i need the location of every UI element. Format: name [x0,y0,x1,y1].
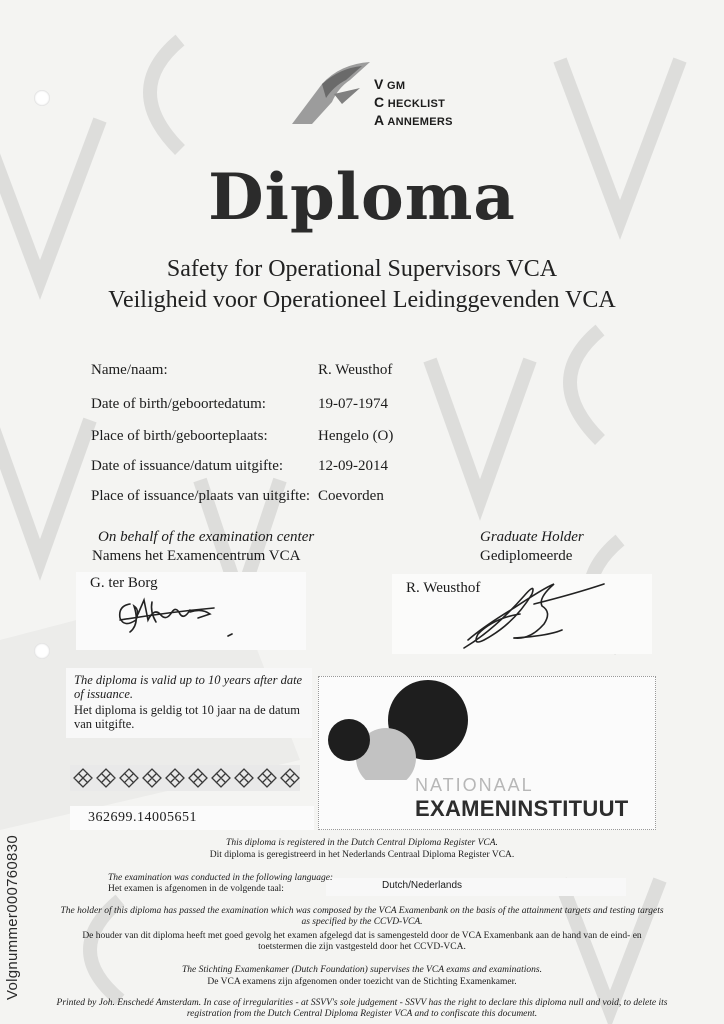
holder-name: R. Weusthof [406,580,481,596]
registered-text-dutch: Dit diploma is geregistreerd in het Nederlands Centraal Diploma Register VCA. [209,850,515,860]
language-label-dutch: Het examen is afgenomen in de volgende taal: [108,884,284,894]
validity-text-english: The diploma is valid up to 10 years after date of issuance. [74,673,303,701]
logo-line-checklist: C HECKLIST [374,94,446,110]
field-label-place-of-birth: Place of birth/geboorteplaats: [91,428,268,444]
exam-language: Dutch/Nederlands [382,880,463,891]
behalf-label-dutch: Namens het Examencentrum VCA [92,548,301,564]
passed-text-dutch: De houder van dit diploma heeft met goed gevolg het examen afgelegd dat is samengesteld door de VCA Examenbank aan de hand van de eind- en toetstermen die zijn vastgesteld door het CCVD-VCA. [82,931,642,952]
holder-signature [454,578,614,654]
punch-hole-top [34,90,50,106]
field-value-name: R. Weusthof [318,362,393,378]
behalf-label-english: On behalf of the examination center [98,529,315,545]
punch-hole-bottom [34,643,50,659]
subtitle-dutch: Veiligheid voor Operationeel Leidinggevenden VCA [108,287,616,313]
institute-circles-logo-icon [322,680,482,780]
logo-line-aannemers: A ANNEMERS [374,112,453,128]
bird-logo-icon [282,58,377,128]
security-pattern-strip [70,765,300,791]
examiner-name: G. ter Borg [90,575,158,591]
field-value-place-of-issuance: Coevorden [318,488,384,504]
registered-text-english: This diploma is registered in the Dutch Central Diploma Register VCA. [226,838,498,848]
field-label-date-of-issuance: Date of issuance/datum uitgifte: [91,458,284,474]
field-label-name: Name/naam: [91,362,168,378]
field-value-date-of-birth: 19-07-1974 [318,396,388,412]
stichting-text-dutch: De VCA examens zijn afgenomen onder toezicht van de Stichting Examenkamer. [207,977,517,987]
holder-label-dutch: Gediplomeerde [480,548,573,564]
passed-text-english: The holder of this diploma has passed the examination which was composed by the VCA Examenbank on the basis of the attainment targets and testing targets as specified by the CCVD-VCA. [60,906,664,927]
language-label-english: The examination was conducted in the following language: [108,873,334,883]
field-label-place-of-issuance: Place of issuance/plaats van uitgifte: [91,488,311,504]
field-value-date-of-issuance: 12-09-2014 [318,458,388,474]
institute-name-line1: NATIONAAL [415,775,534,795]
subtitle-english: Safety for Operational Supervisors VCA [166,256,558,282]
printed-by-text: Printed by Joh. Enschedé Amsterdam. In case of irregularities - at SSVV's sole judgement - SSVV has the right to declare this diploma null and void, to delete its registration from the Dutch Central Diploma Register VCA and to confiscate this document. [56,998,668,1019]
serial-number: 362699.14005651 [88,810,197,825]
vgm-logo-text [374,76,453,130]
stichting-text-english: The Stichting Examenkamer (Dutch Foundation) supervises the VCA exams and examinations. [182,965,542,975]
vgm-checklist-logo [282,58,482,138]
volgnummer-serial: Volgnummer000760830 [4,835,21,1000]
institute-name-line2: EXAMENINSTITUUT [415,796,629,821]
field-label-date-of-birth: Date of birth/geboortedatum: [91,396,266,412]
examiner-signature [110,596,240,641]
validity-text-dutch: Het diploma is geldig tot 10 jaar na de datum van uitgifte. [74,703,300,731]
language-value-box [326,878,626,896]
logo-line-vgm: V GM [374,76,406,92]
diploma-title: Diploma [208,160,516,235]
holder-label-english: Graduate Holder [480,529,584,545]
field-value-place-of-birth: Hengelo (O) [318,428,394,444]
